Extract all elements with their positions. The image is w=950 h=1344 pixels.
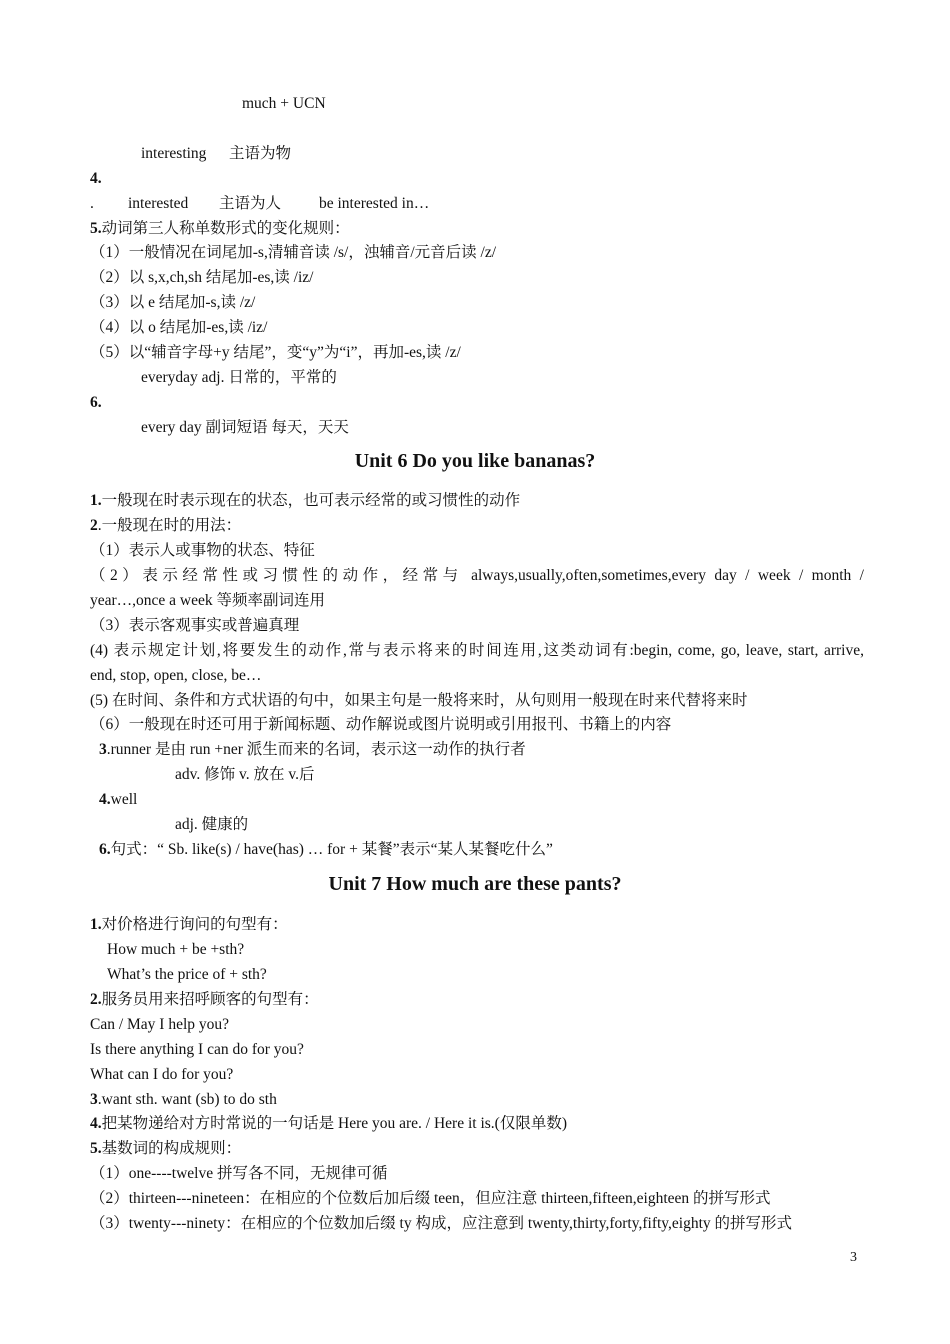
usage-line: （6）一般现在时还可用于新闻标题、动作解说或图片说明或引用报刊、书籍上的内容 [90,716,672,733]
page-number: 3 [850,1250,857,1265]
well-adj-note: adj. 健康的 [175,816,249,833]
unit7-point-4 [90,1114,567,1134]
point-number: 3 [90,1091,98,1108]
number-rule: （2）thirteen---nineteen：在相应的个位数后加后缀 teen，但应注意 thirteen,fifteen,eighteen 的拼写形式 [90,1190,771,1207]
point-number: 1. [90,492,102,509]
point-text: well [110,791,138,808]
point-number: 3 [99,741,107,758]
point-number: 6. [99,841,111,858]
unit-7-title: Unit 7 How much are these pants? [328,873,622,895]
question-pattern: What’s the price of + sth? [107,966,267,983]
service-sentence: Is there anything I can do for you? [90,1041,304,1058]
interested-phrase: be interested in… [319,195,430,212]
everyday-note: everyday adj. 日常的，平常的 [141,369,337,386]
usage-line: end, stop, open, close, be… [90,667,262,684]
much-ucn-note: much + UCN [242,95,326,112]
unit6-point-4 [99,790,137,810]
point-number: 2. [90,991,102,1008]
usage-line: （1）表示人或事物的状态、特征 [90,542,315,559]
unit6-point-6 [99,840,553,860]
point-number: 4. [99,791,111,808]
number-rule: （1）one----twelve 拼写各不同，无规律可循 [90,1165,388,1182]
point-number: 1. [90,916,102,933]
interesting-word: interesting [141,145,207,162]
point-number: 4. [90,1115,102,1132]
rule-line: （1）一般情况在词尾加-s,清辅音读 /s/，浊辅音/元音后读 /z/ [90,244,497,261]
item-5-text: 动词第三人称单数形式的变化规则： [101,220,350,237]
unit7-point-1 [90,915,288,935]
service-sentence: What can I do for you? [90,1066,234,1083]
interested-word: interested [128,195,189,212]
unit7-point-2 [90,990,319,1010]
point-text: 基数词的构成规则： [101,1140,242,1157]
rule-line: （4）以 o 结尾加-es,读 /iz/ [90,319,268,336]
rule-line: （2）以 s,x,ch,sh 结尾加-es,读 /iz/ [90,269,314,286]
unit6-point-2 [90,516,241,536]
point-number: 5. [90,1140,102,1157]
usage-line: (5) 在时间、条件和方式状语的句中，如果主句是一般将来时，从句则用一般现在时来代替将来时 [90,692,748,709]
unit6-point-1 [90,491,520,511]
service-sentence: Can / May I help you? [90,1016,230,1033]
interesting-note: 主语为物 [229,145,292,162]
point-text: .runner 是由 run +ner 派生而来的名词，表示这一动作的执行者 [106,741,526,758]
point-text: .一般现在时的用法： [97,517,242,534]
well-adv-note: adv. 修饰 v. 放在 v.后 [175,766,315,783]
unit6-point-3 [99,740,526,760]
point-text: 服务员用来招呼顾客的句型有： [101,991,319,1008]
point-text: 对价格进行询问的句型有： [101,916,288,933]
point-text: 句式：“ Sb. like(s) / have(has) … for + 某餐”表示“某人某餐吃什么” [110,841,553,858]
item-6-number: 6. [90,394,102,411]
usage-line: year…,once a week 等频率副词连用 [90,592,326,609]
rule-line: （3）以 e 结尾加-s,读 /z/ [90,294,256,311]
interested-note: 主语为人 [219,195,282,212]
usage-line: （3）表示客观事实或普遍真理 [90,617,300,634]
point-text: .want sth. want (sb) to do sth [97,1091,277,1108]
item-4-dot: . [90,195,94,212]
number-rule: （3）twenty---ninety：在相应的个位数加后缀 ty 构成，应注意到 twenty,thirty,forty,fifty,eighty 的拼写形式 [90,1215,793,1232]
rule-line: （5）以“辅音字母+y 结尾”，变“y”为“i”，再加-es,读 /z/ [90,344,461,361]
every-day-note: every day 副词短语 每天，天天 [141,419,349,436]
point-number: 2 [90,517,98,534]
question-pattern: How much + be +sth? [107,941,245,958]
unit7-point-5 [90,1139,241,1159]
unit7-point-3 [90,1090,277,1110]
item-4-number: 4. [90,170,102,187]
unit-6-title: Unit 6 Do you like bananas? [354,450,596,472]
point-text: 把某物递给对方时常说的一句话是 Here you are. / Here it is.(仅限单数) [101,1115,567,1132]
usage-line: （2）表示经常性或习惯性的动作，经常与 always,usually,often,sometimes,every day / week / month / [90,567,864,584]
item-5-number: 5. [90,220,102,237]
usage-line: (4) 表示规定计划,将要发生的动作,常与表示将来的时间连用,这类动词有:begin, come, go, leave, start, arrive, [90,642,864,659]
point-text: 一般现在时表示现在的状态，也可表示经常的或习惯性的动作 [101,492,521,509]
item-5-heading [90,219,350,239]
